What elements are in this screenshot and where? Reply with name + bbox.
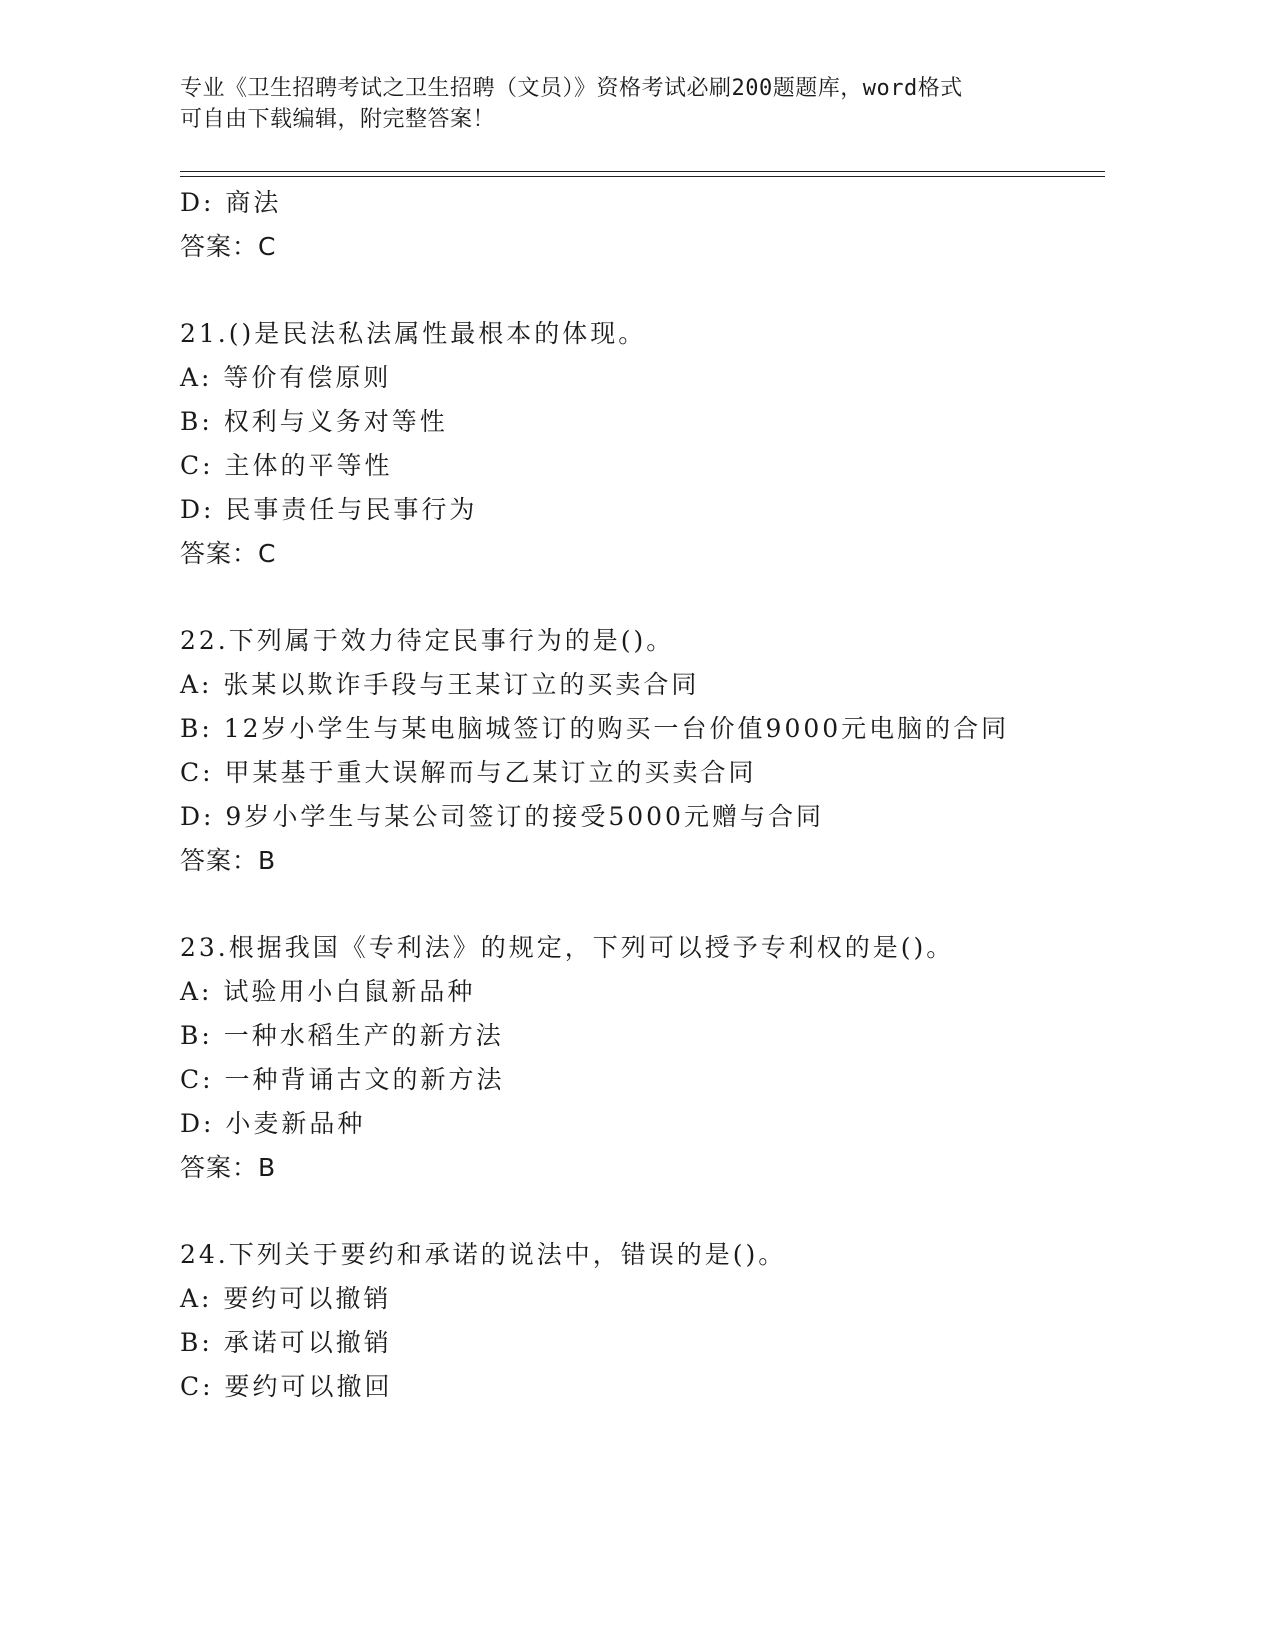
question-content [180,181,1100,1409]
option-a: A: 要约可以撤销 [180,1284,392,1313]
answer-line: 答案：C [180,539,277,568]
answer-line: 答案：C [180,232,277,261]
option-b: B: 12岁小学生与某电脑城签订的购买一台价值9000元电脑的合同 [180,714,1010,743]
question-stem: 24.下列关于要约和承诺的说法中，错误的是()。 [180,1240,787,1269]
option-d: D: 小麦新品种 [180,1109,366,1138]
option-b: B: 一种水稻生产的新方法 [180,1021,504,1050]
option-d: D: 民事责任与民事行为 [180,495,478,524]
question-stem: 21.()是民法私法属性最根本的体现。 [180,319,647,348]
question-23 [180,926,1100,1190]
option-b: B: 权利与义务对等性 [180,407,448,436]
option-d: D: 9岁小学生与某公司签订的接受5000元赠与合同 [180,802,824,831]
spacer [180,269,1100,312]
option-a: A: 等价有偿原则 [180,363,392,392]
question-stem: 22.下列属于效力待定民事行为的是()。 [180,626,675,655]
header-title-line-2: 可自由下载编辑，附完整答案！ [180,107,496,132]
option-c: C: 一种背诵古文的新方法 [180,1065,505,1094]
question-24 [180,1233,1100,1409]
spacer [180,1190,1100,1233]
question-22 [180,619,1100,883]
answer-line: 答案：B [180,846,277,875]
option-d: D: 商法 [180,188,282,217]
question-21 [180,312,1100,576]
spacer [180,883,1100,926]
option-a: A: 试验用小白鼠新品种 [180,977,476,1006]
spacer [180,576,1100,619]
option-a: A: 张某以欺诈手段与王某订立的买卖合同 [180,670,700,699]
answer-line: 答案：B [180,1153,277,1182]
option-c: C: 要约可以撤回 [180,1372,393,1401]
option-c: C: 甲某基于重大误解而与乙某订立的买卖合同 [180,758,757,787]
header-divider-bottom [180,176,1105,177]
question-stem: 23.根据我国《专利法》的规定，下列可以授予专利权的是()。 [180,933,955,962]
page-header [180,73,1060,135]
header-title-line-1: 专业《卫生招聘考试之卫生招聘（文员）》资格考试必刷200题题库，word格式 [180,76,963,101]
option-b: B: 承诺可以撤销 [180,1328,392,1357]
option-c: C: 主体的平等性 [180,451,393,480]
header-divider-top [180,171,1105,172]
